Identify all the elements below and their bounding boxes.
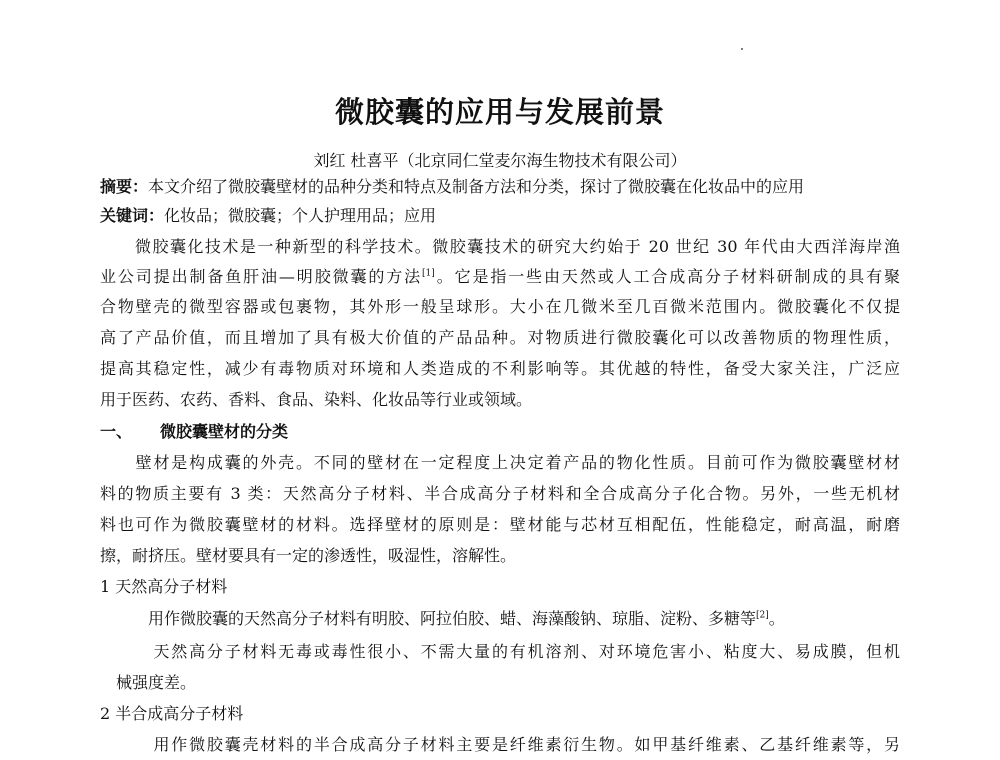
section-title: 微胶囊壁材的分类 [160, 422, 289, 441]
paragraph-line: 用作微胶囊壳材料的半合成高分子材料主要是纤维素衍生物。如甲基纤维素、乙基纤维素等，另 [100, 735, 900, 754]
paper-title: 微胶囊的应用与发展前景 [334, 95, 665, 129]
paragraph-line [100, 266, 900, 288]
paragraph-line: 械强度差。 [100, 673, 197, 692]
paragraph-line [100, 608, 900, 630]
abstract-text: 本文介绍了微胶囊壁材的品种分类和特点及制备方法和分类，探讨了微胶囊在化妆品中的应用 [148, 177, 805, 196]
scan-speck [741, 48, 743, 50]
section-number: 一、 [100, 422, 133, 441]
citation-ref: [2] [756, 610, 769, 621]
abstract-label: 摘要： [100, 177, 149, 196]
citation-ref: [1] [422, 268, 435, 279]
keywords [100, 205, 900, 227]
paragraph-line: 料的物质主要有 3 类：天然高分子材料、半合成高分子材料和全合成高分子化合物。另外，一些无机材 [100, 484, 900, 503]
paragraph-line: 用于医药、农药、香料、食品、染料、化妆品等行业或领域。 [100, 390, 533, 409]
paragraph-line: 擦，耐挤压。壁材要具有一定的渗透性，吸湿性，溶解性。 [100, 546, 517, 565]
paragraph-line: 天然高分子材料无毒或毒性很小、不需大量的有机溶剂、对环境危害小、粘度大、易成膜，但机 [100, 642, 900, 661]
paragraph-line: 壁材是构成囊的外壳。不同的壁材在一定程度上决定着产品的物化性质。目前可作为微胶囊壁材材 [100, 453, 900, 472]
keywords-label: 关键词： [100, 206, 165, 225]
keywords-text: 化妆品；微胶囊；个人护理用品；应用 [164, 206, 437, 225]
subsection-heading: 2 半合成高分子材料 [100, 704, 244, 723]
paragraph-line: 合物壁壳的微型容器或包裹物，其外形一般呈球形。大小在几微米至几百微米范围内。微胶囊化不仅提 [100, 297, 900, 316]
section-heading [100, 421, 900, 443]
paragraph-line: 料也可作为微胶囊壁材的材料。选择壁材的原则是：壁材能与芯材互相配伍，性能稳定，耐高温，耐磨 [100, 515, 900, 534]
subsection-heading: 1 天然高分子材料 [100, 577, 228, 596]
paragraph-text: 。它是指一些由天然或人工合成高分子材料研制成的具有聚 [434, 267, 900, 286]
paragraph-text: 。 [768, 609, 785, 628]
paragraph-line: 微胶囊化技术是一种新型的科学技术。微胶囊技术的研究大约始于 20 世纪 30 年代由大西洋海岸渔 [100, 237, 900, 256]
authors-affiliation: 刘红 杜喜平（北京同仁堂麦尔海生物技术有限公司） [313, 151, 687, 170]
paragraph-text: 用作微胶囊的天然高分子材料有明胶、阿拉伯胶、蜡、海藻酸钠、琼脂、淀粉、多糖等 [100, 609, 757, 628]
paragraph-line: 提高其稳定性，减少有毒物质对环境和人类造成的不利影响等。其优越的特性，备受大家关注，广泛应 [100, 359, 900, 378]
abstract [100, 176, 900, 198]
paragraph-line: 高了产品价值，而且增加了具有极大价值的产品品种。对物质进行微胶囊化可以改善物质的物理性质， [100, 328, 900, 347]
paragraph-text: 业公司提出制备鱼肝油—明胶微囊的方法 [100, 267, 423, 286]
